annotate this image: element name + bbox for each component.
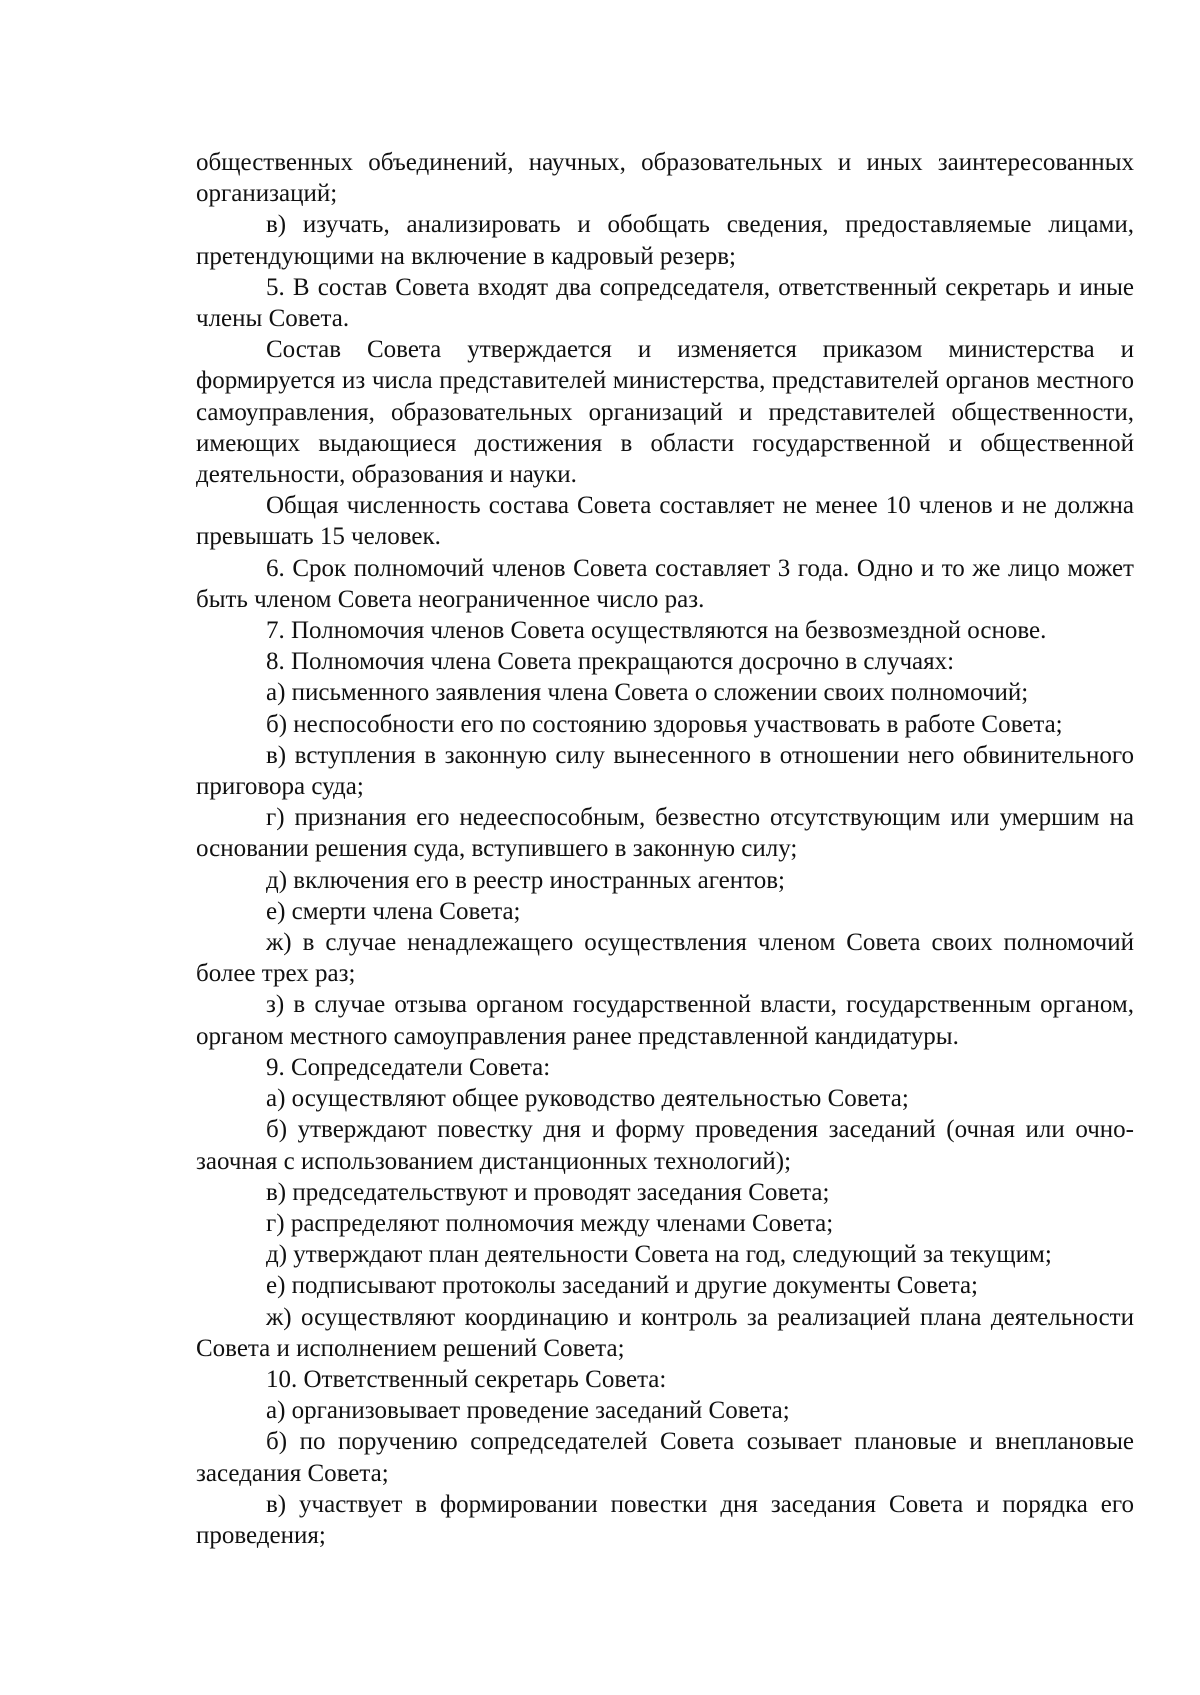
paragraph: е) смерти члена Совета; [266, 897, 521, 925]
paragraph: г) распределяют полномочия между членами Совета; [266, 1209, 834, 1237]
paragraph: 6. Срок полномочий членов Совета составляет 3 года. Одно и то же лицо может быть членом Совета неограниченное число раз. [196, 554, 1134, 613]
paragraph: б) по поручению сопредседателей Совета созывает плановые и внеплановые заседания Совета; [196, 1428, 1134, 1487]
paragraph: б) утверждают повестку дня и форму проведения заседаний (очная или очно-заочная с использованием дистанционных технологий); [196, 1116, 1134, 1175]
paragraph: з) в случае отзыва органом государственной власти, государственным органом, органом местного самоуправления ранее представленной кандидатуры. [196, 991, 1134, 1050]
paragraph: в) вступления в законную силу вынесенного в отношении него обвинительного приговора суда; [196, 741, 1134, 801]
paragraph: г) признания его недееспособным, безвестно отсутствующим или умершим на основании решения суда, вступившего в законную силу; [196, 804, 1134, 863]
document-page [196, 147, 1134, 1551]
paragraph: д) включения его в реестр иностранных агентов; [266, 866, 785, 894]
paragraph: общественных объединений, научных, образовательных и иных заинтересованных организаций; [196, 149, 1134, 208]
paragraph: д) утверждают план деятельности Совета на год, следующий за текущим; [266, 1241, 1052, 1269]
paragraph: 10. Ответственный секретарь Совета: [266, 1365, 667, 1393]
paragraph: Состав Совета утверждается и изменяется приказом министерства и формируется из числа представителей министерства, представителей органов местного самоуправления, образовательных организаций и представителей общественности, имеющих выдающиеся достижения в области государственной и общественной деятельности, образования и науки. [196, 336, 1134, 489]
paragraph: а) организовывает проведение заседаний Совета; [266, 1397, 790, 1425]
paragraph: 8. Полномочия члена Совета прекращаются досрочно в случаях: [266, 648, 955, 676]
paragraph: Общая численность состава Совета составляет не менее 10 членов и не должна превышать 15 человек. [196, 492, 1134, 551]
paragraph: е) подписывают протоколы заседаний и другие документы Совета; [266, 1272, 978, 1300]
paragraph: в) изучать, анализировать и обобщать сведения, предоставляемые лицами, претендующими на включение в кадровый резерв; [196, 211, 1134, 270]
paragraph: в) председательствуют и проводят заседания Совета; [266, 1178, 830, 1206]
paragraph: а) письменного заявления члена Совета о сложении своих полномочий; [266, 679, 1029, 707]
paragraph: а) осуществляют общее руководство деятельностью Совета; [266, 1085, 909, 1113]
paragraph: 9. Сопредседатели Совета: [266, 1053, 551, 1081]
paragraph: в) участвует в формировании повестки дня заседания Совета и порядка его проведения; [196, 1490, 1134, 1549]
paragraph: 5. В состав Совета входят два сопредседателя, ответственный секретарь и иные члены Совета. [196, 273, 1134, 333]
paragraph: ж) осуществляют координацию и контроль за реализацией плана деятельности Совета и исполнением решений Совета; [196, 1303, 1134, 1362]
paragraph: б) неспособности его по состоянию здоровья участвовать в работе Совета; [266, 710, 1063, 738]
paragraph: ж) в случае ненадлежащего осуществления членом Совета своих полномочий более трех раз; [196, 929, 1134, 988]
paragraph: 7. Полномочия членов Совета осуществляются на безвозмездной основе. [266, 617, 1047, 645]
